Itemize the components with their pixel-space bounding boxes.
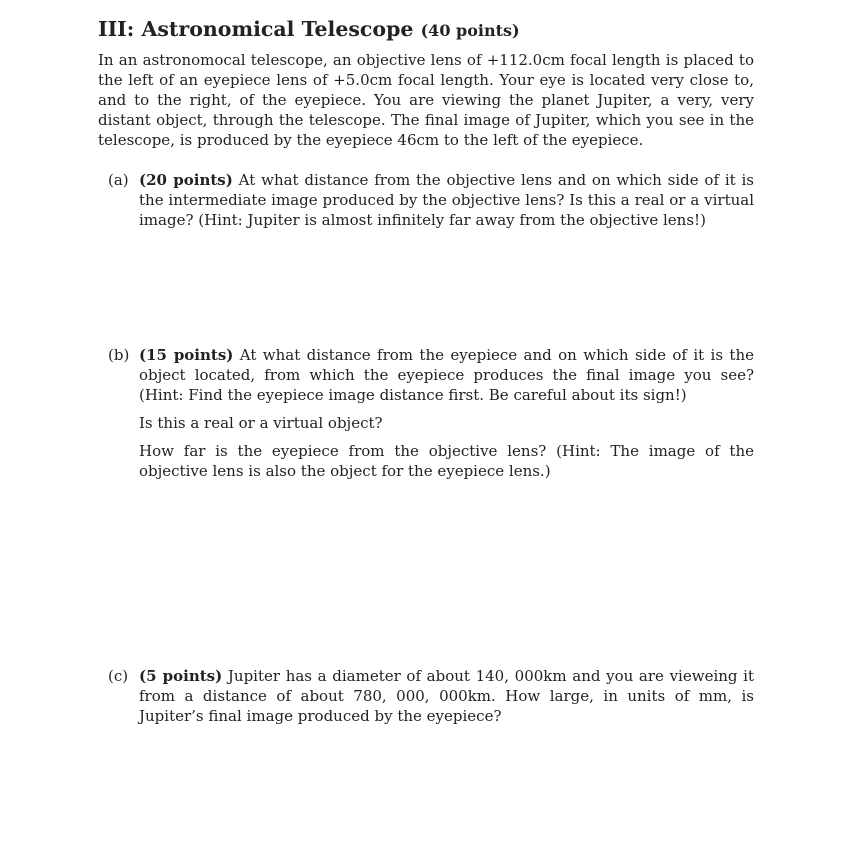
part-b — [108, 345, 754, 481]
part-b-paragraph-1 — [139, 345, 754, 405]
part-c-text: Jupiter has a diameter of about 140, 000km and you are vieweing it from a distance of about 780, 000, 000km. How large, in units of mm, is Jupiter’s final image produced by the eyepiece? — [139, 667, 754, 725]
part-b-text-1: At what distance from the eyepiece and on which side of it is the object located, from which the eyepiece produces the final image you see? (Hint: Find the eyepiece image distance first. Be careful about its sign!) — [139, 346, 754, 404]
part-a — [108, 170, 754, 230]
section-title-text: III: Astronomical Telescope — [98, 17, 414, 41]
part-b-paragraph-3: How far is the eyepiece from the objective lens? (Hint: The image of the objective lens is also the object for the eyepiece lens.) — [139, 442, 754, 480]
problem-intro: In an astronomocal telescope, an objective lens of +112.0cm focal length is placed to the left of an eyepiece lens of +5.0cm focal length. Your eye is located very close to, and to the right, of the eyepiece. You are viewing the planet Jupiter, a very, very distant object, through the telescope. The final image of Jupiter, which you see in the telescope, is produced by the eyepiece 46cm to the left of the eyepiece. — [98, 51, 754, 149]
part-c-points: (5 points) — [139, 667, 223, 685]
section-points: (40 points) — [420, 21, 520, 40]
part-c-paragraph — [139, 666, 754, 726]
part-a-text: At what distance from the objective lens and on which side of it is the intermediate image produced by the objective lens? Is this a real or a virtual image? (Hint: Jupiter is almost infinitely far away from the objective lens!) — [139, 171, 754, 229]
part-b-paragraph-2: Is this a real or a virtual object? — [139, 414, 383, 432]
problem-page — [98, 14, 754, 150]
part-c-label: (c) — [108, 667, 129, 685]
section-title — [98, 14, 754, 46]
part-b-label: (b) — [108, 346, 130, 364]
part-c — [108, 666, 754, 726]
part-a-points: (20 points) — [139, 171, 233, 189]
part-a-label: (a) — [108, 171, 129, 189]
part-a-paragraph — [139, 170, 754, 230]
part-b-points: (15 points) — [139, 346, 234, 364]
